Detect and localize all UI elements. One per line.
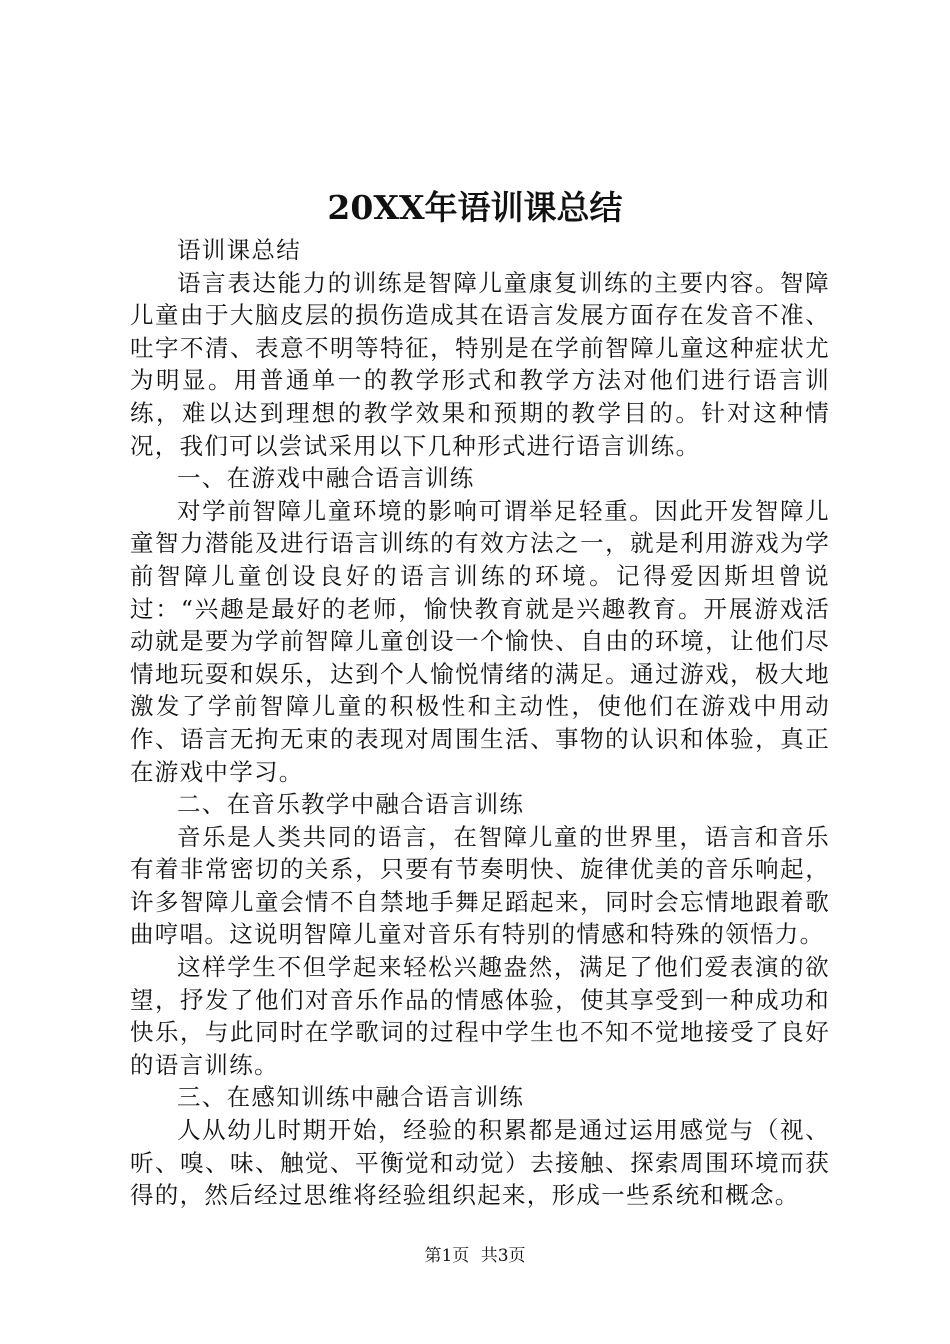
paragraph-perception: 人从幼儿时期开始，经验的积累都是通过运用感觉与（视、听、嗅、味、触觉、平衡觉和动觉）去接触、探索周围环境而获得的，然后经过思维将经验组织起来，形成一些系统和概念。 (130, 1116, 830, 1210)
paragraph-music: 音乐是人类共同的语言，在智障儿童的世界里，语言和音乐有着非常密切的关系，只要有节奏明快、旋律优美的音乐响起，许多智障儿童会情不自禁地手舞足蹈起来，同时会忘情地跟着歌曲哼唱。这说明智障儿童对音乐有特别的情感和特殊的领悟力。 (130, 822, 830, 949)
paragraph-intro: 语言表达能力的训练是智障儿童康复训练的主要内容。智障儿童由于大脑皮层的损伤造成其在语言发展方面存在发音不准、吐字不清、表意不明等特征，特别是在学前智障儿童这种症状尤为明显。用普通单一的教学形式和教学方法对他们进行语言训练，难以达到理想的教学效果和预期的教学目的。针对这种情况，我们可以尝试采用以下几种形式进行语言训练。 (130, 268, 830, 460)
paragraph-music-benefits: 这样学生不但学起来轻松兴趣盎然，满足了他们爱表演的欲望，抒发了他们对音乐作品的情感体验，使其享受到一种成功和快乐，与此同时在学歌词的过程中学生也不知不觉地接受了良好的语言训练。 (130, 953, 830, 1079)
page-number-footer: 第1页 共3页 (424, 1246, 526, 1266)
section-heading-games: 一、在游戏中融合语言训练 (177, 464, 475, 493)
document-body (130, 234, 830, 1212)
document-subtitle: 语训课总结 (177, 236, 301, 264)
paragraph-games: 对学前智障儿童环境的影响可谓举足轻重。因此开发智障儿童智力潜能及进行语言训练的有效方法之一，就是利用游戏为学前智障儿童创设良好的语言训练的环境。记得爱因斯坦曾说过：“兴趣是最好的老师，愉快教育就是兴趣教育。开展游戏活动就是要为学前智障儿童创设一个愉快、自由的环境，让他们尽情地玩耍和娱乐，达到个人愉悦情绪的满足。通过游戏，极大地激发了学前智障儿童的积极性和主动性，使他们在游戏中用动作、语言无拘无束的表现对周围生活、事物的认识和体验，真正在游戏中学习。 (130, 496, 830, 786)
section-heading-perception: 三、在感知训练中融合语言训练 (177, 1083, 525, 1112)
document-title: 20XX年语训课总结 (327, 188, 623, 227)
section-heading-music: 二、在音乐教学中融合语言训练 (177, 790, 525, 819)
